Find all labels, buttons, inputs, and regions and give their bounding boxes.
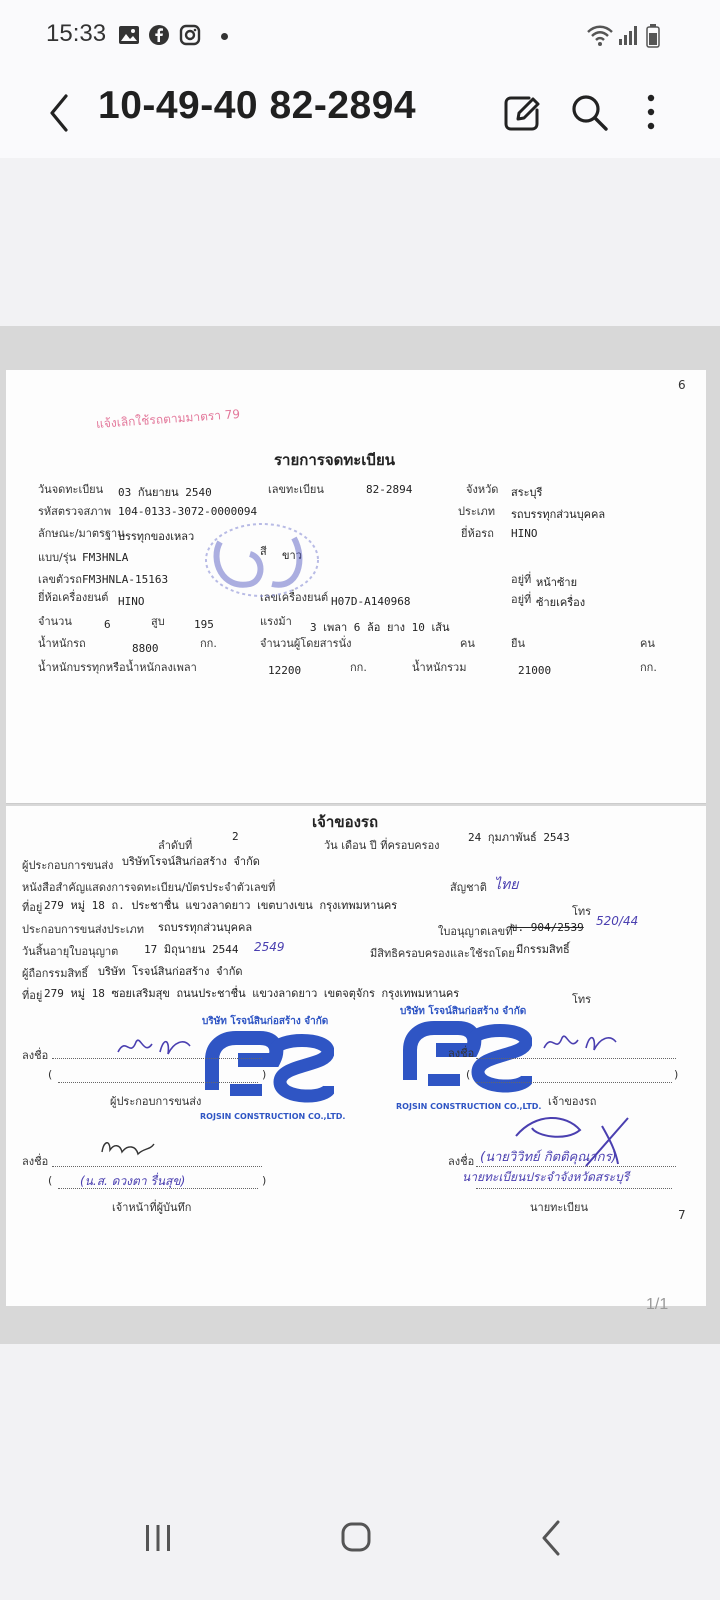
phone-label: โทร [572,905,592,918]
status-bar [0,0,720,70]
model-label: แบบ/รุ่น [38,551,77,564]
registrar-title: นายทะเบียนประจำจังหวัดสระบุรี [462,1170,630,1184]
registrar-name: (นายวิวิทย์ กิตติคุณากร) [480,1150,617,1165]
officer-name-line [58,1188,258,1189]
inspection-code-label: รหัสตรวจสภาพ [38,505,111,518]
type-label: ประเภท [458,505,496,518]
holder-address-label: ที่อยู่ [22,989,43,1002]
color-value: ขาว [282,549,302,562]
total-value: 21000 [518,664,552,677]
logo-en-left: ROJSIN CONSTRUCTION CO.,LTD. [200,1112,346,1121]
holder-phone-label: โทร [572,993,592,1006]
page-indicator: 1/1 [646,1296,669,1313]
operator-value: บริษัทโรจน์สินก่อสร้าง จำกัด [122,855,260,868]
document-viewer[interactable] [0,158,720,1346]
dot-icon [221,33,228,40]
company-logo-left [196,1014,346,1134]
address-value: 279 หมู่ 18 ถ. ประชาชื่น แขวงลาดยาว เขตบางเขน กรุงเทพมหานคร [44,899,398,912]
transport-type-label: ประกอบการขนส่งประเภท [22,923,144,936]
plate-label: เลขทะเบียน [268,483,324,496]
wifi-icon [586,24,614,48]
engine-loc-label: อยู่ที่ [511,593,532,606]
operator-name-line [58,1082,258,1083]
expiry-value: 17 มิถุนายน 2544 [144,943,239,956]
registrar-signature-icon [506,1106,636,1176]
seq-value: 2 [232,830,239,843]
owner-page: เจ้าของรถ ลำดับที่ 2 วัน เดือน ปี ที่ครอบครอง 24 กุมภาพันธ์ 2543 ผู้ประกอบการขนส่ง บริษัทโรจน์สินก่อสร้าง จำกัด หนังสือสำคัญแสดงการจดทะเบียน/บัตรประจำตัวเลขที่ สัญชาติ ไทย ที่อยู่ 279 หมู่ 18 ถ. ประชาชื่น แขวงลาดยาว เขตบางเขน กรุงเทพมหานคร โทร ประกอบการขนส่งประเภท รถบรรทุกส่วนบุคคล ใบอนุญาตเลขที่ ข. 904/2539 520/44 วันสิ้นอายุใบอนุญาต 17 มิถุนายน 2544 2549 มีสิทธิครอบครองและใช้รถโดย มีกรรมสิทธิ์ ผู้ถือกรรมสิทธิ์ บริษัท โรจน์สินก่อสร้าง จำกัด ที่อยู่ 279 หมู่ 18 ซอยเสริมสุข ถนนประชาชื่น แขวงลาดยาว เขตจตุจักร กรุงเทพมหานคร โทร บริษัท โรจน์สินก่อสร้าง จำกัด ROJSIN CONSTRUCTION CO.,LTD. บริษัท โรจน์สินก่อสร้าง จำกัด ROJSIN CONSTRUCTION CO.,LTD. ลงชื่อ ( ) ผู้ประกอบการขนส่ง ลงชื่อ ( ) เจ้าของรถ ลงชื่อ ( (น.ส. ดวงตา รื่นสุข) ) เจ้าหน้าที่ผู้บันทึก ลงชื่อ (นายวิวิทย์ กิตติคุณากร) นายทะเบียนประจำจังหวัดสระบุรี นายทะเบียน 7 [6,806,706,1306]
page-title: 10-49-40 82-2894 [98,84,417,127]
total-label: น้ำหนักรวม [412,661,467,674]
owner-sign-label: ลงชื่อ [448,1047,475,1060]
page-number-top: 6 [678,378,686,392]
chassis-loc-value: หน้าซ้าย [536,576,578,589]
logo-text-left: บริษัท โรจน์สินก่อสร้าง จำกัด [202,1016,329,1027]
back-arrow-icon[interactable] [38,88,82,138]
holder-address-value: 279 หมู่ 18 ซอยเสริมสุข ถนนประชาชื่น แขวงลาดยาว เขตจตุจักร กรุงเทพมหานคร [44,987,460,1000]
instagram-icon [179,24,201,46]
officer-signature-icon [98,1136,158,1162]
count-value: 6 [104,618,111,631]
seats-label: จำนวนผู้โดยสารนั่ง [260,637,352,650]
count-label: จำนวน [38,615,72,628]
expiry-label: วันสิ้นอายุใบอนุญาต [22,945,119,958]
license-label: ใบอนุญาตเลขที่ [438,925,513,938]
image-icon [118,24,140,46]
owner-name-line [476,1082,672,1083]
owned-date-value: 24 กุมภาพันธ์ 2543 [468,831,570,844]
registrar-role: นายทะเบียน [530,1201,589,1214]
home-icon[interactable] [326,1510,386,1566]
engine-brand-value: HINO [118,595,145,608]
seq-label: ลำดับที่ [158,839,193,852]
body-value: บรรทุกของเหลว [118,530,195,543]
page-number-bottom: 7 [678,1208,686,1222]
officer-sign-label: ลงชื่อ [22,1155,49,1168]
document-page[interactable] [0,326,720,1344]
reg-date-label: วันจดทะเบียน [38,483,104,496]
registration-page [6,370,706,804]
brand-value: HINO [511,527,538,540]
owner-heading: เจ้าของรถ [312,813,379,831]
plate-value: 82-2894 [366,483,413,496]
facebook-icon [148,24,170,46]
engine-brand-label: ยี่ห้อเครื่องยนต์ [38,591,109,604]
navigation-bar [0,1476,720,1600]
engine-no-label: เลขเครื่องยนต์ [260,591,329,604]
back-icon[interactable] [522,1510,582,1566]
nationality-label: สัญชาติ [450,881,487,894]
cc-value: 195 [194,618,214,631]
brand-label: ยี่ห้อรถ [461,527,494,540]
official-seal-icon [202,520,322,600]
logo-text-right: บริษัท โรจน์สินก่อสร้าง จำกัด [400,1006,527,1017]
owner-signature-icon [540,1028,620,1056]
seats-unit: คน [460,637,475,650]
owner-role: เจ้าของรถ [548,1095,597,1108]
load-label: น้ำหนักบรรทุกหรือน้ำหนักลงเพลา [38,661,197,674]
owned-date-label: วัน เดือน ปี ที่ครอบครอง [324,839,440,852]
reg-date-value: 03 กันยายน 2540 [118,486,212,499]
rights-value: มีกรรมสิทธิ์ [516,943,570,956]
officer-role: เจ้าหน้าที่ผู้บันทึก [112,1201,192,1214]
signal-icon [618,24,640,46]
load-value: 12200 [268,664,302,677]
recent-apps-icon[interactable] [128,1510,188,1566]
battery-icon [646,24,660,48]
total-unit: กก. [640,661,657,674]
province-label: จังหวัด [466,483,499,496]
color-label: สี [260,545,267,558]
weight-value: 8800 [132,642,159,655]
more-vertical-icon[interactable] [627,86,675,138]
operator-sign-label: ลงชื่อ [22,1049,49,1062]
stand-label: ยืน [511,637,525,650]
officer-name: (น.ส. ดวงตา รื่นสุข) [80,1174,186,1188]
load-unit: กก. [350,661,367,674]
weight-label: น้ำหนักรถ [38,637,86,650]
rights-label: มีสิทธิครอบครองและใช้รถโดย [370,947,515,960]
nationality-value: ไทย [494,877,519,893]
registration-heading: รายการจดทะเบียน [274,451,395,469]
hp-label: แรงม้า [260,615,292,628]
company-logo-icon [204,1030,334,1108]
chassis-loc-label: อยู่ที่ [511,573,532,586]
license-value: ข. 904/2539 [510,921,584,934]
cancellation-stamp: แจ้งเลิกใช้รถตามมาตรา 79 [95,406,241,432]
holder-value: บริษัท โรจน์สินก่อสร้าง จำกัด [98,965,243,978]
status-time: 15:33 [46,20,107,47]
owner-sign-line [476,1058,676,1059]
chassis-value: FM3HNLA-15163 [82,573,169,586]
inspection-code-value: 104-0133-3072-0000094 [118,505,258,518]
body-label: ลักษณะ/มาตรฐาน [38,527,125,540]
app-bar [0,70,720,158]
engine-loc-value: ซ้ายเครื่อง [536,596,586,609]
transport-type-value: รถบรรทุกส่วนบุคคล [158,921,253,934]
operator-label: ผู้ประกอบการขนส่ง [22,859,114,872]
province-value: สระบุรี [511,486,543,499]
axles-value: 3 เพลา 6 ล้อ ยาง 10 เส้น [310,621,450,634]
chassis-label: เลขตัวรถ [38,573,82,586]
search-icon[interactable] [566,86,614,138]
stand-unit: คน [640,637,655,650]
logo-en-right: ROJSIN CONSTRUCTION CO.,LTD. [396,1102,542,1111]
operator-signature-icon [114,1032,194,1060]
expiry-new-value: 2549 [254,940,285,954]
address-label: ที่อยู่ [22,901,43,914]
edit-icon[interactable] [497,86,545,138]
engine-no-value: H07D-A140968 [331,595,411,608]
officer-sign-line [52,1166,262,1167]
license-new-value: 520/44 [596,914,639,928]
registrar-sign-label: ลงชื่อ [448,1155,475,1168]
type-value: รถบรรทุกส่วนบุคคล [511,508,606,521]
id-label: หนังสือสำคัญแสดงการจดทะเบียน/บัตรประจำตัวเลขที่ [22,881,276,894]
weight-unit: กก. [200,637,217,650]
holder-label: ผู้ถือกรรมสิทธิ์ [22,967,89,980]
operator-role: ผู้ประกอบการขนส่ง [110,1095,202,1108]
registrar-name-line [476,1188,672,1189]
cylinder-label: สูบ [151,615,165,628]
model-value: FM3HNLA [82,551,129,564]
